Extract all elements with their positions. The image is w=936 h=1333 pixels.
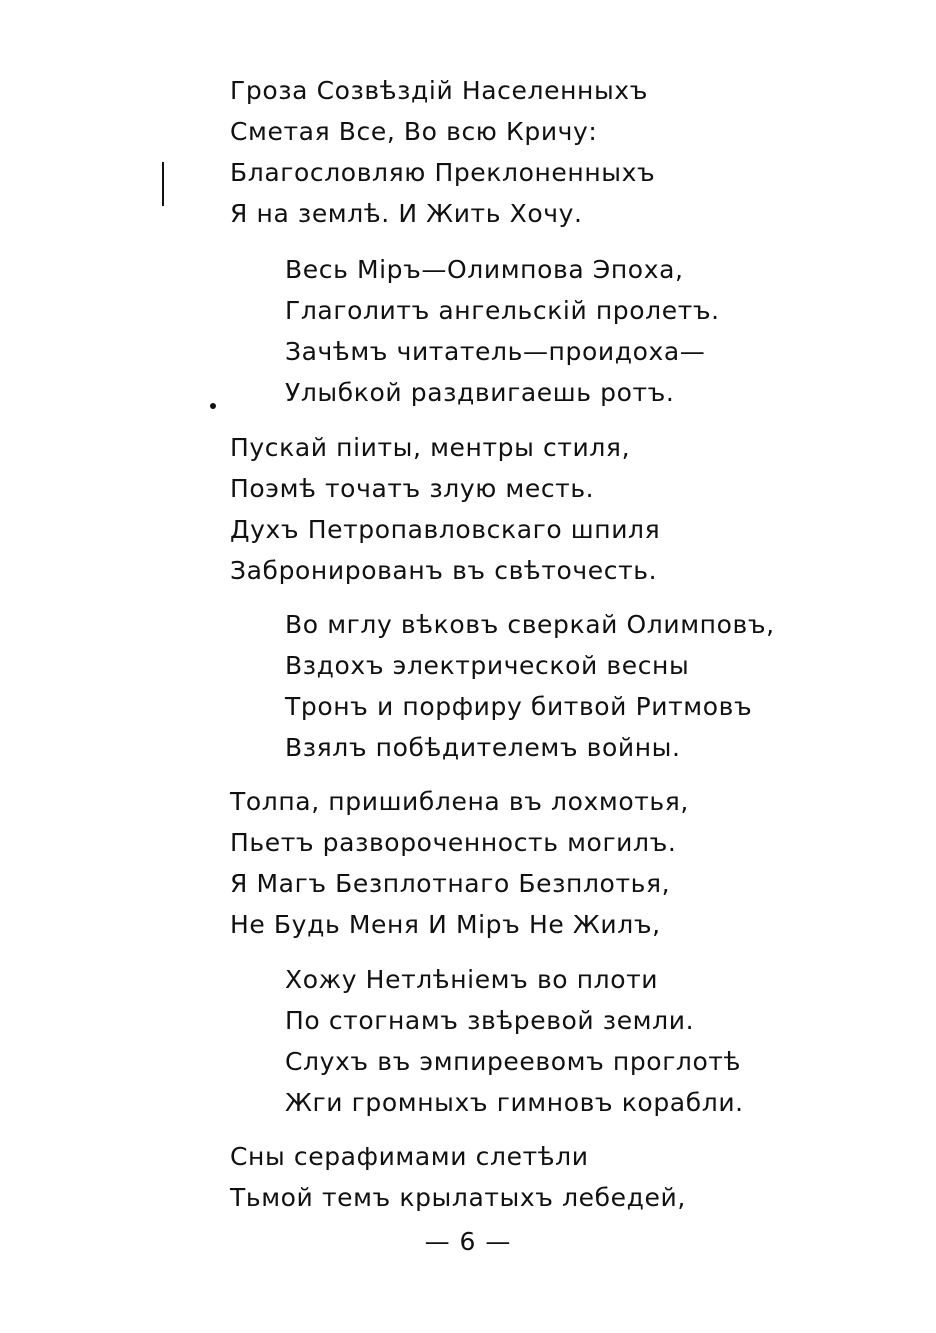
poem-line: Пускай піиты, ментры стиля,	[230, 433, 631, 462]
margin-dot	[210, 403, 216, 409]
poem-line: Благословляю Преклоненныхъ	[230, 158, 656, 187]
poem-line: Поэмѣ точатъ злую месть.	[230, 474, 595, 503]
poem-line: Тьмой темъ крылатыхъ лебедей,	[230, 1183, 686, 1212]
poem-line: Я на землѣ. И Жить Хочу.	[230, 199, 583, 228]
poem-line: Сметая Все, Во всю Кричу:	[230, 117, 598, 146]
poem-line: Тронъ и порфиру битвой Ритмовъ	[285, 692, 753, 721]
poem-line: Вздохъ электрической весны	[285, 651, 690, 680]
poem-line: Гроза Созвѣздій Населенныхъ	[230, 76, 648, 105]
poem-line: Глаголитъ ангельскій пролетъ.	[285, 296, 720, 325]
poem-line: Я Магъ Безплотнаго Безплотья,	[230, 869, 671, 898]
page-number: — 6 —	[424, 1227, 512, 1256]
poem-line: Улыбкой раздвигаешь ротъ.	[285, 378, 675, 407]
poem-line: Зачѣмъ читатель—проидоха—	[285, 337, 706, 366]
poem-line: Взялъ побѣдителемъ войны.	[285, 733, 681, 762]
poem-line: Во мглу вѣковъ сверкай Олимповъ,	[285, 610, 775, 639]
poem-line: По стогнамъ звѣревой земли.	[285, 1006, 695, 1035]
poem-line: Толпа, пришиблена въ лохмотья,	[230, 787, 689, 816]
poem-line: Не Будь Меня И Міръ Не Жилъ,	[230, 910, 661, 939]
poem-line: Пьетъ развороченность могилъ.	[230, 828, 677, 857]
poem-line: Забронированъ въ свѣточесть.	[230, 556, 658, 585]
poem-line: Слухъ въ эмпиреевомъ проглотѣ	[285, 1047, 741, 1076]
poem-line: Жги громныхъ гимновъ корабли.	[285, 1088, 744, 1117]
poem-line: Хожу Нетлѣніемъ во плоти	[285, 965, 659, 994]
poem-line: Весь Міръ—Олимпова Эпоха,	[285, 255, 684, 284]
poem-line: Духъ Петропавловскаго шпиля	[230, 515, 661, 544]
poem-line: Сны серафимами слетѣли	[230, 1142, 589, 1171]
margin-mark	[162, 162, 164, 206]
